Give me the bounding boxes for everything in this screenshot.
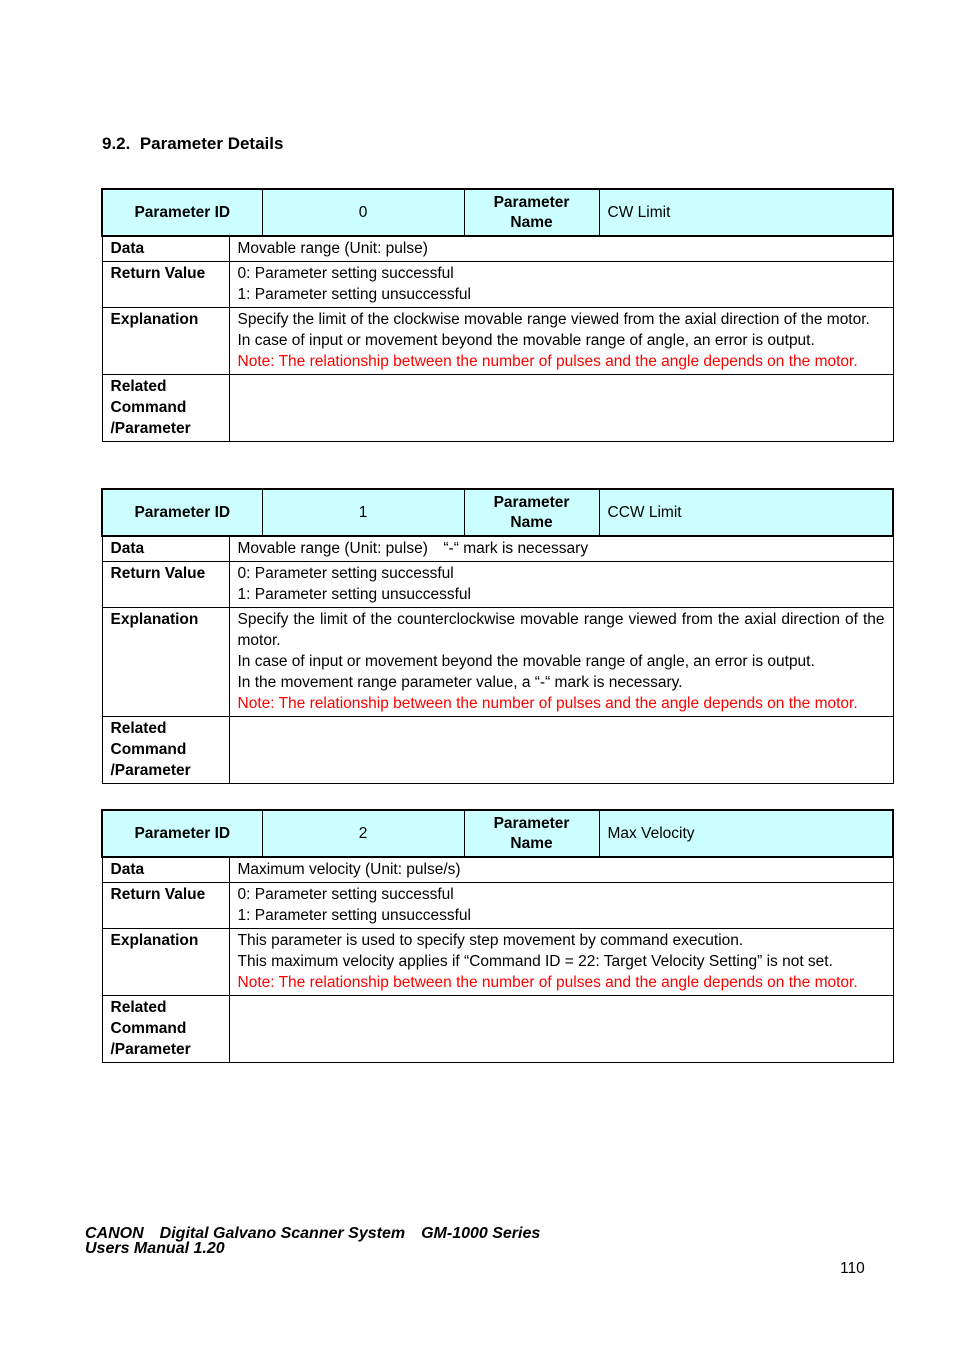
return-value-cell — [229, 562, 893, 608]
return-value-row — [102, 262, 893, 308]
footer-product-line: CANON Digital Galvano Scanner System GM-1000 Series — [85, 1225, 541, 1242]
data-row — [102, 536, 893, 562]
explanation-row — [102, 929, 893, 996]
related-label — [102, 996, 229, 1063]
explanation-cell — [229, 608, 893, 717]
data-value: Movable range (Unit: pulse) — [229, 236, 893, 262]
related-label-line: /Parameter — [110, 420, 191, 437]
return-value-label: Return Value — [102, 262, 229, 308]
parameter-id-label: Parameter ID — [102, 189, 262, 236]
parameter-id-label: Parameter ID — [102, 489, 262, 536]
explanation-label: Explanation — [102, 608, 229, 717]
parameter-id-value: 1 — [262, 489, 464, 536]
return-value-line: 1: Parameter setting unsuccessful — [237, 586, 471, 603]
parameter-name-value: CW Limit — [599, 189, 893, 236]
related-label-line: Related — [110, 999, 167, 1016]
explanation-row — [102, 308, 893, 375]
return-value-line: 0: Parameter setting successful — [237, 265, 454, 282]
explanation-line: This parameter is used to specify step movement by command execution. — [237, 932, 744, 949]
explanation-label: Explanation — [102, 929, 229, 996]
explanation-line: In case of input or movement beyond the movable range of angle, an error is output. — [237, 653, 815, 670]
parameter-id-value: 0 — [262, 189, 464, 236]
explanation-line: In the movement range parameter value, a “-“ mark is necessary. — [237, 674, 683, 691]
return-value-label: Return Value — [102, 883, 229, 929]
return-value-label: Return Value — [102, 562, 229, 608]
parameter-id-value: 2 — [262, 810, 464, 857]
table-header-row — [102, 489, 893, 536]
explanation-cell — [229, 929, 893, 996]
explanation-note: Note: The relationship between the number of pulses and the angle depends on the motor. — [237, 695, 858, 712]
explanation-line: Specify the limit of the counterclockwise movable range viewed from the axial direction of the motor. — [237, 611, 885, 649]
data-label: Data — [102, 857, 229, 883]
return-value-cell — [229, 883, 893, 929]
return-value-line: 1: Parameter setting unsuccessful — [237, 286, 471, 303]
return-value-line: 1: Parameter setting unsuccessful — [237, 907, 471, 924]
parameter-name-label: Parameter Name — [464, 489, 599, 536]
related-row — [102, 717, 893, 784]
return-value-line: 0: Parameter setting successful — [237, 565, 454, 582]
section-title: Parameter Details — [139, 134, 284, 153]
section-heading — [102, 134, 283, 154]
parameter-id-label: Parameter ID — [102, 810, 262, 857]
related-label-line: Command — [110, 1020, 187, 1037]
data-row — [102, 236, 893, 262]
table-header-row — [102, 189, 893, 236]
return-value-line: 0: Parameter setting successful — [237, 886, 454, 903]
data-value: Maximum velocity (Unit: pulse/s) — [229, 857, 893, 883]
explanation-line: This maximum velocity applies if “Command ID = 22: Target Velocity Setting” is not set. — [237, 953, 833, 970]
related-label-line: Related — [110, 720, 167, 737]
parameter-name-label: Parameter Name — [464, 810, 599, 857]
table-header-row — [102, 810, 893, 857]
related-label-line: /Parameter — [110, 1041, 191, 1058]
related-row — [102, 996, 893, 1063]
parameter-name-label: Parameter Name — [464, 189, 599, 236]
related-label — [102, 717, 229, 784]
related-value — [229, 375, 893, 442]
section-number: 9.2. — [102, 134, 131, 153]
return-value-row — [102, 562, 893, 608]
parameter-name-value: CCW Limit — [599, 489, 893, 536]
explanation-label: Explanation — [102, 308, 229, 375]
return-value-cell — [229, 262, 893, 308]
page-number: 110 — [840, 1260, 865, 1277]
related-value — [229, 996, 893, 1063]
explanation-note: Note: The relationship between the number of pulses and the angle depends on the motor. — [237, 974, 858, 991]
related-label — [102, 375, 229, 442]
related-label-line: Command — [110, 399, 187, 416]
related-row — [102, 375, 893, 442]
data-value: Movable range (Unit: pulse) “-“ mark is necessary — [229, 536, 893, 562]
related-label-line: Command — [110, 741, 187, 758]
data-label: Data — [102, 236, 229, 262]
explanation-line: In case of input or movement beyond the movable range of angle, an error is output. — [237, 332, 815, 349]
explanation-note: Note: The relationship between the number of pulses and the angle depends on the motor. — [237, 353, 858, 370]
return-value-row — [102, 883, 893, 929]
footer-manual-version: Users Manual 1.20 — [85, 1240, 225, 1257]
related-label-line: Related — [110, 378, 167, 395]
explanation-cell — [229, 308, 893, 375]
parameter-table-max-velocity — [101, 809, 894, 1063]
parameter-name-value: Max Velocity — [599, 810, 893, 857]
explanation-line: Specify the limit of the clockwise movable range viewed from the axial direction of the motor. — [237, 311, 870, 328]
related-label-line: /Parameter — [110, 762, 191, 779]
data-label: Data — [102, 536, 229, 562]
parameter-table-cw-limit — [101, 188, 894, 442]
data-row — [102, 857, 893, 883]
related-value — [229, 717, 893, 784]
explanation-row — [102, 608, 893, 717]
parameter-table-ccw-limit — [101, 488, 894, 784]
